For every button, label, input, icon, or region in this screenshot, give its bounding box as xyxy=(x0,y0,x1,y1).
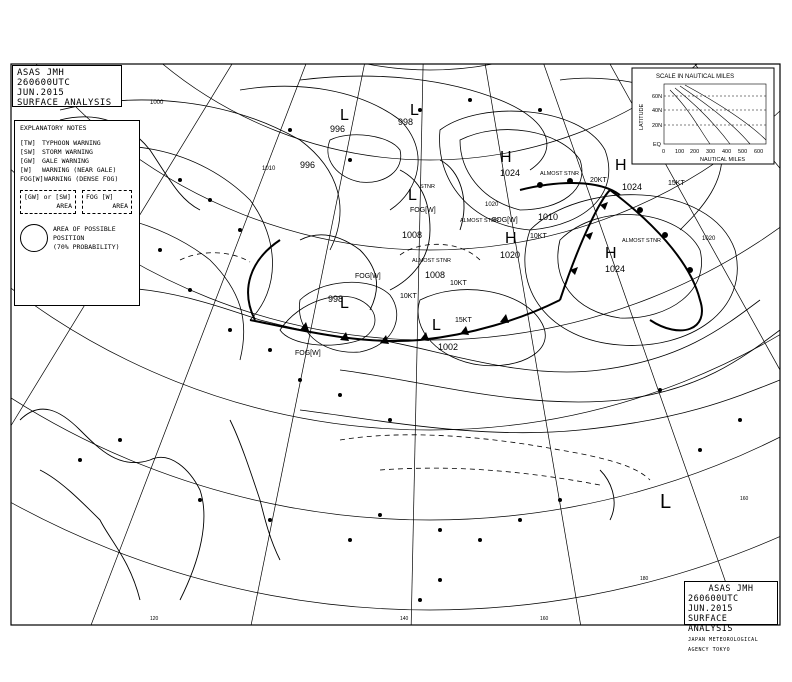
wind-speed-label: 20KT xyxy=(590,177,607,184)
isobar-label: 1010 xyxy=(262,166,276,172)
wind-speed-label: 10KT xyxy=(450,280,467,287)
legend-code: [SW] xyxy=(20,148,36,156)
stationary-label: ALMOST STNR xyxy=(622,238,662,244)
probability-text-line1: AREA OF POSSIBLE xyxy=(53,224,116,233)
high-center-letter: H xyxy=(500,149,512,166)
legend-item xyxy=(20,157,134,166)
longitude-label: 180 xyxy=(640,576,649,582)
legend-item xyxy=(20,139,134,148)
title-line1: ASAS JMH xyxy=(17,68,65,78)
stationary-label: ALMOST STNR xyxy=(540,171,580,177)
wind-speed-label: 15KT xyxy=(668,180,685,187)
legend-text: GALE WARNING xyxy=(42,157,89,165)
pressure-value: 1020 xyxy=(500,250,521,260)
pressure-value: 1008 xyxy=(425,270,446,280)
scale-title: SCALE IN NAUTICAL MILES xyxy=(656,74,735,80)
legend-item xyxy=(20,166,134,175)
pressure-value: 1024 xyxy=(605,264,626,274)
wind-speed-label: 10KT xyxy=(400,293,417,300)
longitude-label: 160 xyxy=(540,616,549,622)
gale-storm-area-box xyxy=(20,190,76,214)
nm-tick: 500 xyxy=(738,149,748,155)
probability-circle-legend xyxy=(20,224,134,252)
wind-speed-label: 15KT xyxy=(455,317,472,324)
nm-tick: 600 xyxy=(754,149,764,155)
lat-tick: 60N xyxy=(652,94,663,100)
area-box-title: FOG [W] xyxy=(86,193,114,201)
title-line2: 260600UTC JUN.2015 xyxy=(17,78,71,98)
legend-code: [TW] xyxy=(20,139,36,147)
fog-area-box xyxy=(82,190,132,214)
area-boxes xyxy=(20,190,134,214)
fog-warning-label: FOG[W] xyxy=(355,273,381,280)
legend-item xyxy=(20,175,134,184)
lat-tick: 40N xyxy=(652,108,663,114)
low-center-letter: L xyxy=(660,491,672,513)
lat-tick: EQ xyxy=(653,142,661,148)
lat-tick: 20N xyxy=(652,123,663,129)
low-center-letter: L xyxy=(340,107,349,124)
pressure-value: 1010 xyxy=(538,212,559,222)
pressure-value: 1024 xyxy=(500,168,521,178)
isobar-label: 1000 xyxy=(150,100,164,106)
pressure-value: 996 xyxy=(330,124,346,134)
stationary-label: ALMOST STNR xyxy=(412,258,452,264)
legend-text: TYPHOON WARNING xyxy=(42,139,101,147)
high-center-letter: H xyxy=(505,230,517,247)
area-box-label: AREA xyxy=(56,202,72,210)
legend-item xyxy=(20,148,134,157)
explanatory-notes xyxy=(14,120,140,306)
fog-warning-label: FOG[W] xyxy=(295,350,321,357)
pressure-value: 1008 xyxy=(402,230,423,240)
nm-tick: 200 xyxy=(690,149,700,155)
legend-text: WARNING (NEAR GALE) xyxy=(42,166,117,174)
legend-text: STORM WARNING xyxy=(42,148,93,156)
nm-tick: 400 xyxy=(722,149,732,155)
pressure-value: 998 xyxy=(328,294,344,304)
low-center-letter: L xyxy=(410,102,419,119)
title-line3: SURFACE ANALYSIS xyxy=(17,98,112,108)
legend-code: [GW] xyxy=(20,157,36,165)
longitude-label: 160 xyxy=(740,496,749,502)
legend-text: WARNING (DENSE FOG) xyxy=(44,175,119,183)
area-box-title: [GW] or [SW] xyxy=(24,193,71,201)
high-center-letter: H xyxy=(615,157,627,174)
probability-text-line2: POSITION xyxy=(53,233,85,242)
nm-tick: 100 xyxy=(675,149,685,155)
stationary-label: STNR xyxy=(420,184,435,190)
agency-label: JAPAN METEOROLOGICAL AGENCY TOKYO xyxy=(688,637,759,653)
legend-header: EXPLANATORY NOTES xyxy=(20,124,87,132)
high-center-letter: H xyxy=(605,245,617,262)
pressure-value: 1002 xyxy=(438,342,459,352)
scale-axis-label: LATITUDE xyxy=(639,103,645,130)
isobar-label: 1020 xyxy=(485,202,499,208)
scale-x-label: NAUTICAL MILES xyxy=(700,157,746,163)
legend-code: FOG[W] xyxy=(20,175,44,183)
title-line2: 260600UTC JUN.2015 xyxy=(688,594,739,614)
fog-warning-label: FOG[W] xyxy=(410,207,436,214)
pressure-value: 996 xyxy=(300,160,316,170)
area-box-label: AREA xyxy=(112,202,128,210)
legend-code: [W] xyxy=(20,166,32,174)
fog-warning-label: FOG[W] xyxy=(492,217,518,224)
pressure-value: 998 xyxy=(398,117,414,127)
stationary-label: ALMOST STNR xyxy=(460,218,500,224)
probability-circle-icon xyxy=(20,224,48,252)
title-line3: SURFACE ANALYSIS xyxy=(688,614,733,634)
longitude-label: 120 xyxy=(150,616,159,622)
wind-speed-label: 10KT xyxy=(530,233,547,240)
title-box-bottom xyxy=(684,581,778,653)
nm-tick: 300 xyxy=(706,149,716,155)
scale-graphic xyxy=(632,68,774,164)
pressure-value: 1024 xyxy=(622,182,643,192)
isobar-label: 1020 xyxy=(702,236,716,242)
low-center-letter: L xyxy=(432,317,441,334)
probability-text xyxy=(53,225,120,252)
low-center-letter: L xyxy=(408,187,417,204)
title-box-top xyxy=(12,65,122,107)
longitude-label: 140 xyxy=(400,616,409,622)
low-center-letter: L xyxy=(340,295,349,312)
nm-tick: 0 xyxy=(662,149,666,155)
probability-text-line3: (70% PROBABILITY) xyxy=(53,242,120,251)
title-line1: ASAS JMH xyxy=(708,584,754,594)
